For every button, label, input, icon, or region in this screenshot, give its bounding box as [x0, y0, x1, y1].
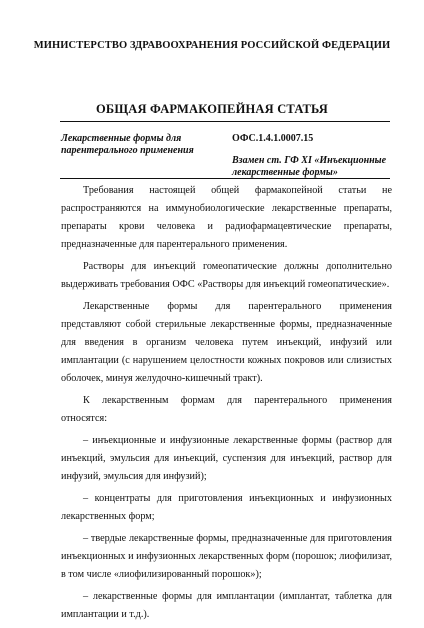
article-subject: Лекарственные формы для парентерального применения: [61, 133, 194, 156]
header-divider: [60, 178, 390, 179]
ministry-heading: МИНИСТЕРСТВО ЗДРАВООХРАНЕНИЯ РОССИЙСКОЙ ФЕДЕРАЦИИ: [33, 40, 391, 51]
document-title: ОБЩАЯ ФАРМАКОПЕЙНАЯ СТАТЬЯ: [95, 102, 329, 116]
list-item: – инъекционные и инфузионные лекарственные формы (раствор для инъекций, эмульсия для инъекций, суспензия для инъекций, раствор для инфузий, эмульсия для инфузий);: [61, 435, 392, 482]
article-replaces: Взамен ст. ГФ XI «Инъекционные лекарственные формы»: [232, 155, 387, 178]
paragraph: Лекарственные формы для парентерального применения представляют собой стерильные лекарственные формы, предназначенные для введения в организм человека путем инъекций, инфузий или имплантации (с нарушением целостности кожных покровов или слизистых оболочек, минуя желудочно-кишечный тракт).: [61, 301, 392, 384]
article-body: [61, 182, 392, 628]
paragraph: Требования настоящей общей фармакопейной статьи не распространяются на иммунобиологические лекарственные препараты, препараты крови человека и радиофармацевтические препараты, предназначенные для парентерального применения.: [61, 185, 392, 250]
paragraph: Растворы для инъекций гомеопатические должны дополнительно выдерживать требования ОФС «Растворы для инъекций гомеопатические».: [61, 261, 392, 290]
list-item: – концентраты для приготовления инъекционных и инфузионных лекарственных форм;: [61, 493, 392, 522]
article-code: ОФС.1.4.1.0007.15: [232, 133, 314, 144]
list-item: – твердые лекарственные формы, предназначенные для приготовления инъекционных и инфузионных лекарственных форм (порошок; лиофилизат, в том числе «лиофилизированный порошок»);: [61, 533, 392, 580]
article-meta: [232, 133, 402, 179]
title-divider: [60, 121, 390, 122]
paragraph: К лекарственным формам для парентерального применения относятся:: [61, 395, 392, 424]
list-item: – лекарственные формы для имплантации (имплантат, таблетка для имплантации и т.д.).: [61, 591, 392, 620]
